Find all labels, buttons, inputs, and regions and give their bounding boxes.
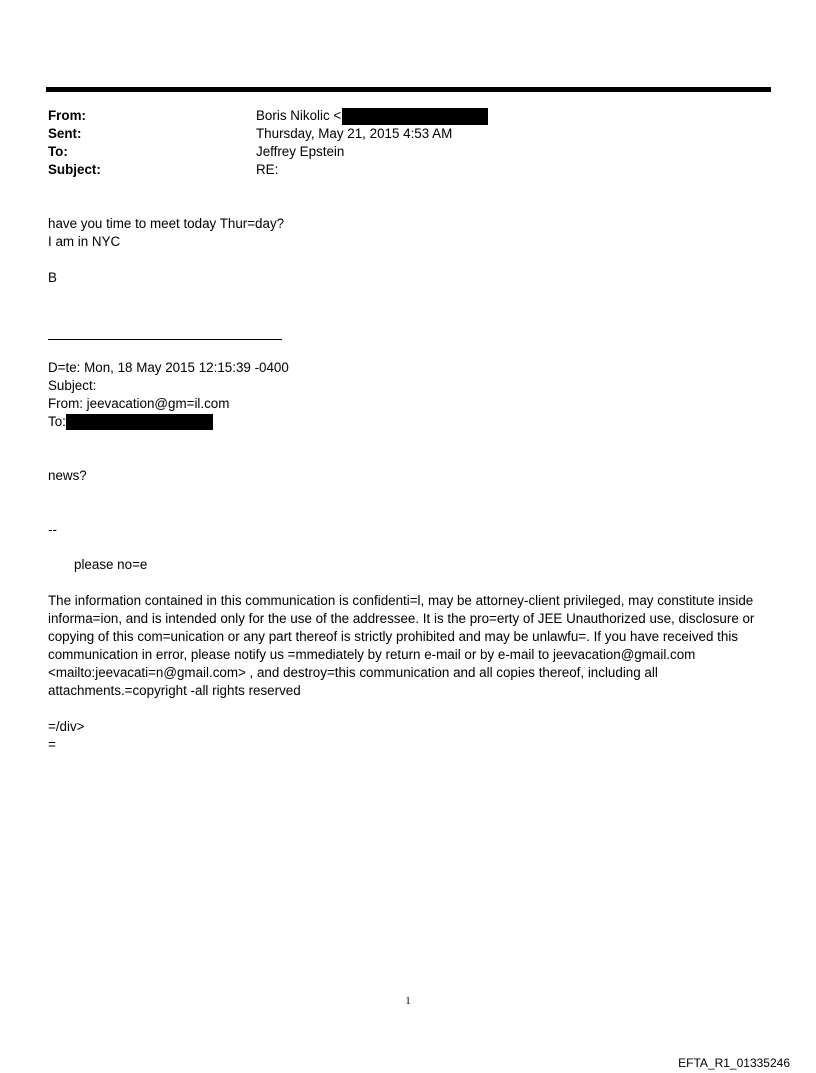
quoted-date-line: D=te: Mon, 18 May 2015 12:15:39 -0400 bbox=[48, 360, 289, 375]
document-id: EFTA_R1_01335246 bbox=[678, 1056, 790, 1070]
quoted-body: news? bbox=[48, 468, 87, 483]
message-signature: B bbox=[48, 270, 57, 285]
signature-dashes: -- bbox=[48, 522, 57, 537]
quoted-to-line bbox=[48, 413, 213, 431]
quoted-from-line: From: jeevacation@gm=il.com bbox=[48, 396, 230, 411]
closing-equals-text: = bbox=[48, 737, 56, 752]
from-value bbox=[256, 107, 488, 125]
quoted-subject-line: Subject: bbox=[48, 378, 97, 393]
page-number: 1 bbox=[405, 995, 411, 1007]
message-line-2: I am in NYC bbox=[48, 234, 121, 249]
quote-separator bbox=[48, 339, 282, 340]
redaction-box bbox=[342, 108, 488, 125]
sent-label: Sent: bbox=[48, 126, 82, 141]
header-divider bbox=[46, 87, 771, 92]
from-name: Boris Nikolic < bbox=[256, 108, 342, 123]
message-line-1: have you time to meet today Thur=day? bbox=[48, 216, 285, 231]
sent-value: Thursday, May 21, 2015 4:53 AM bbox=[256, 126, 453, 141]
redaction-box bbox=[66, 414, 213, 430]
to-label: To: bbox=[48, 144, 68, 159]
to-value: Jeffrey Epstein bbox=[256, 144, 345, 159]
closing-div-text: =/div> bbox=[48, 719, 85, 734]
subject-value: RE: bbox=[256, 162, 279, 177]
quoted-to-label: To: bbox=[48, 414, 66, 429]
quoted-note: please no=e bbox=[74, 557, 148, 572]
subject-label: Subject: bbox=[48, 162, 101, 177]
confidentiality-disclaimer: The information contained in this communication is confidenti=l, may be attorney-client privileged, may constitute inside informa=ion, and is intended only for the use of the addressee. It is the pro=erty of JEE Unauthorized use, disclosure or copying of this com=unication or any part thereof is strictly prohibited and may be unlawfu=. If you have received this communication in error, please notify us =mmediately by return e-mail or by e-mail to jeevacation@gmail.com <mailto:jeevacati=n@gmail.com> , and destroy=this communication and all copies thereof, including all attachments.=copyright -all rights reserved bbox=[48, 593, 755, 698]
from-label: From: bbox=[48, 108, 86, 123]
